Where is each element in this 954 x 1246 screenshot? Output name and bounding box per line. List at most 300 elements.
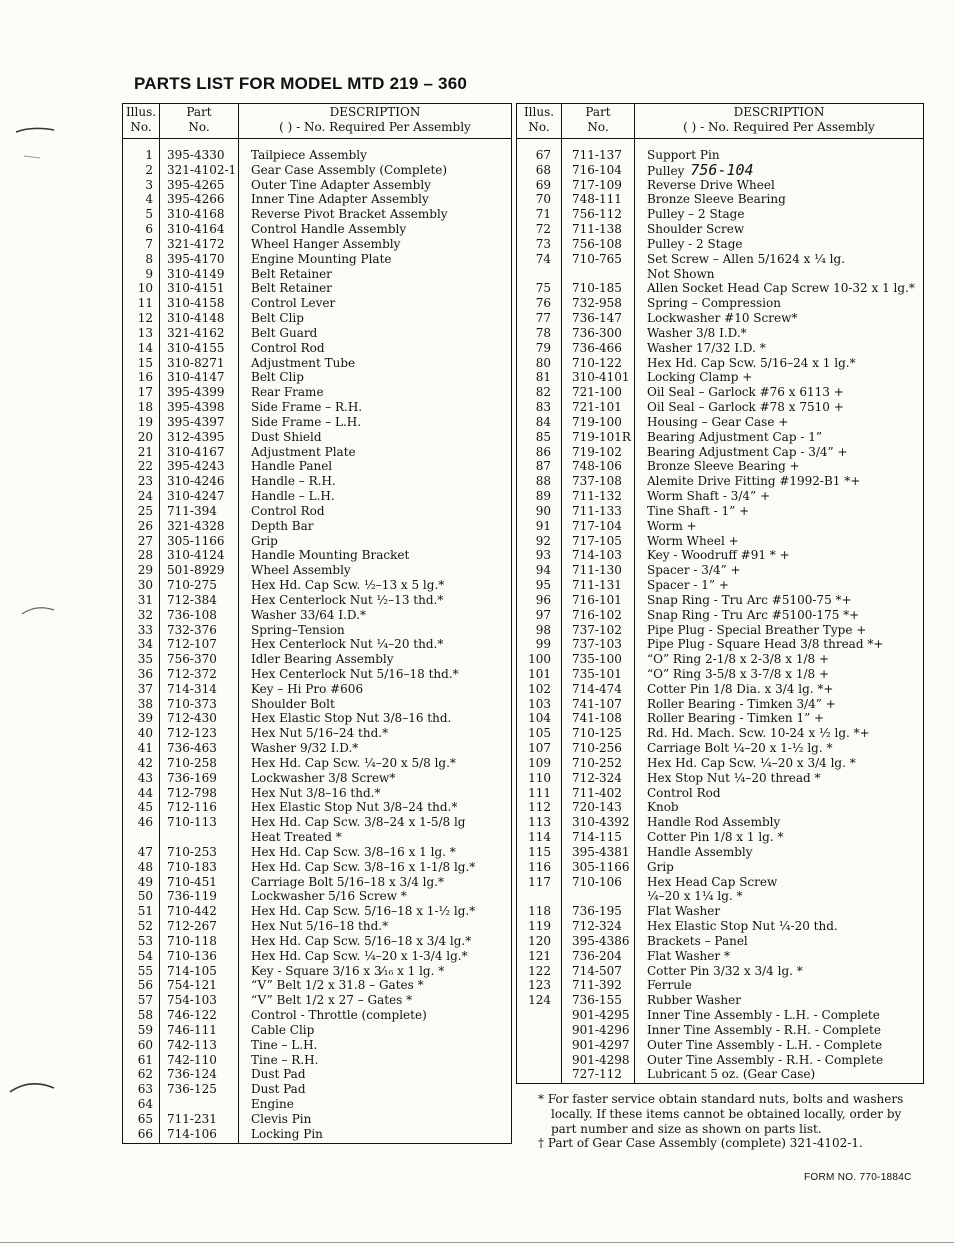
table-row [517,385,923,400]
table-row [517,370,923,385]
part-no: 710-451 [167,874,217,889]
description: Allen Socket Head Cap Screw 10-32 x 1 lg.* [647,281,915,296]
table-row [123,934,511,949]
description: Tailpiece Assembly [251,148,367,162]
illus-no: 36 [137,666,153,681]
part-no: 395-4397 [167,414,225,429]
table-row [123,281,511,296]
table-row [123,711,511,726]
part-no: 754-103 [167,993,217,1008]
description: Bearing Adjustment Cap - 3/4” + [647,444,848,459]
illus-no: 43 [137,770,153,785]
table-row [517,252,923,267]
table-row [123,1127,511,1142]
illus-no: 48 [137,859,153,874]
description: Spring – Compression [647,296,781,311]
description: Rubber Washer [647,993,741,1008]
description: Bronze Sleeve Bearing + [647,459,800,474]
description: Alemite Drive Fitting #1992-B1 *+ [647,474,861,489]
illus-no: 6 [145,222,153,237]
illus-no: 18 [137,400,153,415]
illus-no: 77 [535,311,551,326]
description: Handle Assembly [647,844,753,859]
description: Belt Clip [251,311,304,326]
part-no: 735-101 [572,666,622,681]
illus-no: 59 [137,1022,153,1037]
description: Side Frame – L.H. [251,414,362,429]
handwritten-note: 756-104 [690,160,754,179]
illus-no: 55 [137,963,153,978]
description: Lockwasher #10 Screw* [647,311,798,326]
description: Control Lever [251,296,336,311]
table-row [123,904,511,919]
description: Belt Retainer [251,281,332,296]
description: Grip [251,533,278,548]
illus-no: 38 [137,696,153,711]
illus-no: 87 [535,459,551,474]
table-row [123,1023,511,1038]
description: Washer 9/32 I.D.* [251,741,359,756]
table-row [517,504,923,519]
illus-no: 91 [535,518,551,533]
part-no: 310-4148 [167,311,225,326]
part-no: 717-104 [572,518,622,533]
illus-no: 118 [528,904,551,919]
description: Roller Bearing - Timken 3/4” + [647,696,836,711]
table-row [517,697,923,712]
illus-no: 20 [137,429,153,444]
part-no: 310-8271 [167,355,225,370]
table-row [123,623,511,638]
part-no: 310-4149 [167,266,225,281]
table-row [517,771,923,786]
part-no: 321-4162 [167,325,225,340]
description: Wheel Assembly [251,563,351,578]
description: Control Rod [647,785,721,800]
illus-no: 8 [145,251,153,266]
table-row [123,400,511,415]
illus-no: 86 [535,444,551,459]
part-no: 736-463 [167,741,217,756]
table-row [123,637,511,652]
description: Tine – L.H. [251,1037,318,1052]
table-row [517,474,923,489]
table-row [123,326,511,341]
illus-no: 53 [137,933,153,948]
description: Idler Bearing Assembly [251,652,394,667]
description: Bronze Sleeve Bearing [647,192,786,207]
illus-no: 58 [137,1008,153,1023]
part-no: 714-105 [167,963,217,978]
illus-no: 10 [137,281,153,296]
part-no: 310-4246 [167,474,225,489]
illus-no: 62 [137,1067,153,1082]
table-row [517,623,923,638]
illus-no: 109 [528,755,551,770]
part-no: 736-195 [572,904,622,919]
description: Adjustment Plate [251,444,356,459]
table-row [517,311,923,326]
description: Hex Hd. Cap Scw. ¼–20 x 5/8 lg.* [251,755,456,770]
description: Inner Tine Assembly - R.H. - Complete [647,1022,881,1037]
illus-no: 101 [528,666,551,681]
table-row [517,356,923,371]
part-no: 746-122 [167,1008,217,1023]
illus-no: 72 [535,222,551,237]
header-description: DESCRIPTION ( ) - No. Required Per Assembly [683,105,875,134]
description: Cable Clip [251,1022,315,1037]
table-row [123,504,511,519]
description: Depth Bar [251,518,314,533]
illus-no: 121 [528,948,551,963]
table-row [517,519,923,534]
part-no: 501-8929 [167,563,225,578]
description: Key - Square 3/16 x 3⁄₁₆ x 1 lg. * [251,963,445,978]
table-row [123,697,511,712]
illus-no: 1 [145,148,153,162]
illus-no: 65 [137,1111,153,1126]
table-row [517,711,923,726]
illus-no: 50 [137,889,153,904]
part-no: 321-4172 [167,236,225,251]
part-no: 736-124 [167,1067,217,1082]
part-no: 711-132 [572,489,622,504]
description: Key - Woodruff #91 * + [647,548,790,563]
part-no: 710-253 [167,844,217,859]
description: Not Shown [647,266,715,281]
header-illus: Illus. No. [125,105,157,134]
description: Lockwasher 5/16 Screw * [251,889,407,904]
table-row [123,445,511,460]
part-no: 719-100 [572,414,622,429]
table-row [123,267,511,282]
description: Ferrule [647,978,692,993]
illus-no: 57 [137,993,153,1008]
illus-no: 120 [528,933,551,948]
description: Cotter Pin 3/32 x 3/4 lg. * [647,963,803,978]
table-header [123,104,511,139]
description: Hex Nut 5/16–18 thd.* [251,919,389,934]
description: “V” Belt 1/2 x 31.8 – Gates * [251,978,424,993]
illus-no: 78 [535,325,551,340]
illus-no: 92 [535,533,551,548]
description: Worm Wheel + [647,533,739,548]
description: Shoulder Screw [647,222,745,237]
illus-no: 81 [535,370,551,385]
description: Flat Washer * [647,948,730,963]
illus-no: 102 [528,681,551,696]
table-row [123,163,511,178]
part-no: 712-107 [167,637,217,652]
illus-no: 111 [528,785,551,800]
illus-no: 42 [137,755,153,770]
illus-no: 85 [535,429,551,444]
illus-no: 51 [137,904,153,919]
description: Hex Centerlock Nut ½–13 thd.* [251,592,444,607]
description: Inner Tine Assembly - L.H. - Complete [647,1008,880,1023]
part-no: 711-137 [572,148,622,162]
illus-no: 45 [137,800,153,815]
part-no: 710-113 [167,815,217,830]
table-row [123,949,511,964]
table-row [517,459,923,474]
table-row [123,667,511,682]
part-no: 737-103 [572,637,622,652]
illus-no: 69 [535,177,551,192]
illus-no: 90 [535,503,551,518]
part-no: 756-108 [572,236,622,251]
part-no: 710-185 [572,281,622,296]
illus-no: 124 [528,993,551,1008]
table-row [123,860,511,875]
illus-no: 34 [137,637,153,652]
table-row [123,237,511,252]
part-no: 714-103 [572,548,622,563]
part-no: 395-4398 [167,400,225,415]
part-no: 395-4330 [167,148,225,162]
illus-no: 84 [535,414,551,429]
part-no: 901-4297 [572,1037,630,1052]
description: Lockwasher 3/8 Screw* [251,770,396,785]
part-no: 310-4158 [167,296,225,311]
description: Rd. Hd. Mach. Scw. 10-24 x ½ lg. *+ [647,726,870,741]
header-illus: Illus. No. [523,105,555,134]
part-no: 712-798 [167,785,217,800]
illus-no: 93 [535,548,551,563]
table-row [517,904,923,919]
illus-no: 54 [137,948,153,963]
table-row [517,296,923,311]
table-row [517,430,923,445]
part-no: 321-4328 [167,518,225,533]
table-row [123,178,511,193]
table-row [517,267,923,282]
part-no: 720-143 [572,800,622,815]
description: Spacer - 3/4” + [647,563,741,578]
illus-no: 88 [535,474,551,489]
description: Brackets – Panel [647,933,748,948]
table-row [517,993,923,1008]
part-no: 710-256 [572,741,622,756]
part-no: 736-125 [167,1082,217,1097]
description: Clevis Pin [251,1111,312,1126]
table-row [517,667,923,682]
illus-no: 115 [528,844,551,859]
table-row [517,563,923,578]
description: Dust Pad [251,1082,306,1097]
part-no: 742-113 [167,1037,217,1052]
illus-no: 49 [137,874,153,889]
table-row [123,978,511,993]
description: Adjustment Tube [251,355,356,370]
table-row [123,148,511,163]
description: Wheel Hanger Assembly [251,236,401,251]
table-header [517,104,923,139]
part-no: 711-131 [572,578,622,593]
table-row [123,311,511,326]
parts-table-right [516,103,924,1084]
description: Gear Case Assembly (Complete) [251,162,448,177]
part-no: 748-106 [572,459,622,474]
table-row [517,1023,923,1038]
description: Knob [647,800,679,815]
table-row [517,1067,923,1082]
illus-no: 33 [137,622,153,637]
illus-no: 103 [528,696,551,711]
illus-no: 28 [137,548,153,563]
parts-table-left [122,103,512,1144]
part-no: 710-252 [572,755,622,770]
table-row [123,474,511,489]
illus-no: 17 [137,385,153,400]
description: Belt Guard [251,325,318,340]
illus-no: 32 [137,607,153,622]
table-row [123,1112,511,1127]
part-no: 710-136 [167,948,217,963]
table-row [123,830,511,845]
part-no: 395-4381 [572,844,630,859]
part-no: 736-119 [167,889,217,904]
part-no: 711-138 [572,222,622,237]
description: Locking Clamp + [647,370,753,385]
illus-no: 26 [137,518,153,533]
table-row [517,845,923,860]
illus-no: 123 [528,978,551,993]
description: Housing – Gear Case + [647,414,789,429]
part-no: 721-101 [572,400,622,415]
part-no: 312-4395 [167,429,225,444]
table-row [517,608,923,623]
table-row [517,741,923,756]
description: Hex Elastic Stop Nut ¼-20 thd. [647,919,838,934]
description: Dust Pad [251,1067,306,1082]
illus-no: 104 [528,711,551,726]
description: Outer Tine Assembly - R.H. - Complete [647,1052,884,1067]
illus-no: 35 [137,652,153,667]
part-no: 736-155 [572,993,622,1008]
illus-no: 2 [145,162,153,177]
illus-no: 46 [137,815,153,830]
table-row [123,1053,511,1068]
table-row [123,919,511,934]
part-no: 310-4392 [572,815,630,830]
table-row [517,815,923,830]
description: Control Handle Assembly [251,222,407,237]
table-row [123,652,511,667]
illus-no: 66 [137,1126,153,1141]
description: Control - Throttle (complete) [251,1008,427,1023]
part-no: 321-4102-1 [167,162,237,177]
description: Handle – L.H. [251,489,335,504]
illus-no: 76 [535,296,551,311]
illus-no: 7 [145,236,153,251]
description: Hex Hd. Cap Scw. 5/16–18 x 3/4 lg.* [251,933,472,948]
part-no: 742-110 [167,1052,217,1067]
illus-no: 60 [137,1037,153,1052]
table-row [123,845,511,860]
description: Side Frame – R.H. [251,400,363,415]
table-row [517,934,923,949]
description: Set Screw – Allen 5/1624 x ¼ lg. [647,251,846,266]
description: Rear Frame [251,385,324,400]
part-no: 305-1166 [572,859,630,874]
illus-no: 56 [137,978,153,993]
illus-no: 23 [137,474,153,489]
table-row [123,1082,511,1097]
illus-no: 3 [145,177,153,192]
illus-no: 99 [535,637,551,652]
part-no: 310-4167 [167,444,225,459]
illus-no: 63 [137,1082,153,1097]
table-row [123,682,511,697]
description: Control Rod [251,503,325,518]
illus-no: 24 [137,489,153,504]
part-no: 712-324 [572,919,622,934]
table-row [517,281,923,296]
table-row [517,1053,923,1068]
description: Handle Rod Assembly [647,815,781,830]
scan-mark [8,1076,58,1106]
illus-no: 22 [137,459,153,474]
part-no: 395-4170 [167,251,225,266]
description: Engine [251,1097,294,1111]
table-row [517,400,923,415]
footnote-1-line-3: part number and size as shown on parts list. [551,1121,822,1136]
description: ¼–20 x 1¼ lg. * [647,889,743,904]
table-row [517,875,923,890]
description: Hex Stop Nut ¼–20 thread * [647,770,821,785]
part-no: 712-384 [167,592,217,607]
part-no: 741-108 [572,711,622,726]
scan-mark [14,120,58,160]
description: Lubricant 5 oz. (Gear Case) [647,1067,816,1082]
table-row [517,800,923,815]
illus-no: 73 [535,236,551,251]
part-no: 395-4265 [167,177,225,192]
part-no: 732-958 [572,296,622,311]
part-no: 741-107 [572,696,622,711]
description: Key – Hi Pro #606 [251,681,364,696]
table-row [517,786,923,801]
part-no: 310-4164 [167,222,225,237]
part-no: 712-324 [572,770,622,785]
illus-no: 80 [535,355,551,370]
illus-no: 5 [145,207,153,222]
illus-no: 97 [535,607,551,622]
table-row [123,370,511,385]
description: Carriage Bolt ¼–20 x 1-½ lg. * [647,741,833,756]
illus-no: 39 [137,711,153,726]
part-no: 712-430 [167,711,217,726]
illus-no: 12 [137,311,153,326]
illus-no: 96 [535,592,551,607]
table-row [123,771,511,786]
illus-no: 68 [535,162,551,177]
footnotes [538,1092,928,1151]
description: “V” Belt 1/2 x 27 – Gates * [251,993,413,1008]
table-row [517,726,923,741]
part-no: 719-102 [572,444,622,459]
part-no: 901-4295 [572,1008,630,1023]
description: Hex Hd. Cap Scw. ¼–20 x 3/4 lg. * [647,755,856,770]
illus-no: 105 [528,726,551,741]
illus-no: 89 [535,489,551,504]
illus-no: 19 [137,414,153,429]
table-row [517,830,923,845]
description: Support Pin [647,148,720,162]
part-no: 736-204 [572,948,622,963]
table-row [123,252,511,267]
